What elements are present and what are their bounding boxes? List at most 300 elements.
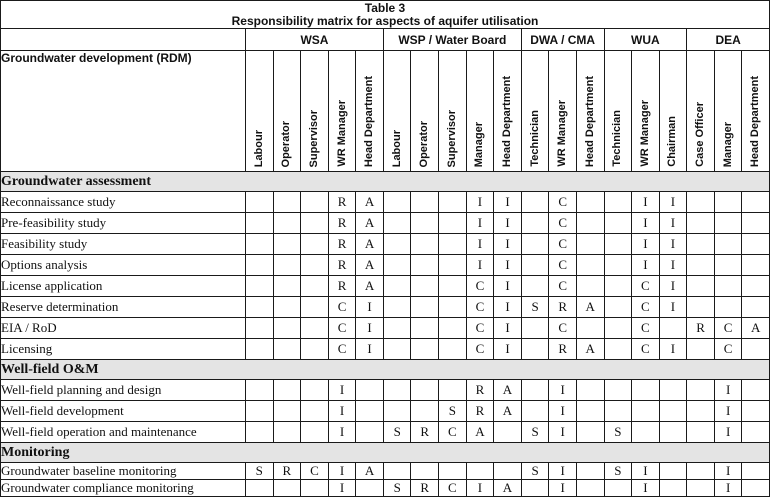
- matrix-cell: [521, 380, 549, 401]
- matrix-cell: [687, 297, 715, 318]
- matrix-cell: C: [632, 339, 660, 360]
- matrix-row: [1, 297, 770, 318]
- matrix-cell: [383, 234, 411, 255]
- row-label-cell: Reconnaissance study: [1, 192, 246, 213]
- matrix-cell: [494, 463, 522, 480]
- column-header-cell: [576, 51, 604, 172]
- column-header-cell: [549, 51, 577, 172]
- matrix-cell: [576, 276, 604, 297]
- matrix-cell: I: [494, 192, 522, 213]
- matrix-cell: [714, 213, 742, 234]
- matrix-cell: C: [549, 255, 577, 276]
- matrix-cell: [604, 192, 632, 213]
- matrix-cell: [714, 234, 742, 255]
- matrix-cell: I: [466, 192, 494, 213]
- matrix-cell: [742, 213, 770, 234]
- column-header-cell: [328, 51, 356, 172]
- matrix-cell: C: [549, 276, 577, 297]
- matrix-cell: [301, 234, 329, 255]
- column-header-cell: [714, 51, 742, 172]
- matrix-cell: R: [549, 297, 577, 318]
- matrix-cell: [439, 339, 467, 360]
- matrix-row: [1, 318, 770, 339]
- column-header-label: Operator: [280, 120, 293, 167]
- matrix-cell: [383, 297, 411, 318]
- matrix-cell: A: [356, 255, 384, 276]
- matrix-cell: [246, 422, 274, 443]
- column-header-label: Chairman: [666, 116, 679, 167]
- matrix-cell: [301, 192, 329, 213]
- group-header-cell: WSP / Water Board: [383, 29, 521, 51]
- matrix-cell: A: [356, 213, 384, 234]
- matrix-cell: I: [659, 339, 687, 360]
- matrix-cell: [439, 297, 467, 318]
- matrix-cell: [246, 401, 274, 422]
- column-header-cell: [632, 51, 660, 172]
- matrix-cell: R: [466, 380, 494, 401]
- matrix-cell: I: [466, 234, 494, 255]
- matrix-cell: C: [439, 422, 467, 443]
- matrix-cell: C: [466, 339, 494, 360]
- matrix-cell: [411, 234, 439, 255]
- matrix-cell: [521, 213, 549, 234]
- matrix-cell: [742, 255, 770, 276]
- matrix-cell: [439, 276, 467, 297]
- matrix-cell: [273, 255, 301, 276]
- matrix-cell: I: [632, 480, 660, 497]
- matrix-cell: [439, 234, 467, 255]
- matrix-cell: [521, 192, 549, 213]
- matrix-cell: C: [328, 318, 356, 339]
- column-header-cell: [687, 51, 715, 172]
- matrix-cell: [273, 213, 301, 234]
- table-title-cell: [1, 1, 770, 29]
- matrix-cell: [714, 297, 742, 318]
- matrix-cell: [273, 192, 301, 213]
- matrix-cell: [439, 213, 467, 234]
- matrix-cell: [576, 213, 604, 234]
- matrix-cell: I: [632, 192, 660, 213]
- matrix-cell: I: [549, 401, 577, 422]
- matrix-cell: [383, 255, 411, 276]
- matrix-cell: [742, 401, 770, 422]
- matrix-cell: C: [328, 339, 356, 360]
- matrix-cell: I: [328, 422, 356, 443]
- matrix-cell: I: [356, 297, 384, 318]
- matrix-cell: R: [411, 422, 439, 443]
- column-header-label: Supervisor: [307, 109, 320, 167]
- matrix-cell: S: [521, 422, 549, 443]
- matrix-cell: I: [328, 480, 356, 497]
- matrix-cell: I: [632, 213, 660, 234]
- matrix-cell: [246, 192, 274, 213]
- matrix-cell: I: [659, 213, 687, 234]
- matrix-cell: A: [576, 339, 604, 360]
- column-header-label: Technician: [528, 110, 541, 167]
- matrix-cell: [301, 213, 329, 234]
- matrix-cell: [742, 297, 770, 318]
- column-header-label: Manager: [721, 121, 734, 167]
- column-header-cell: [521, 51, 549, 172]
- matrix-cell: [273, 234, 301, 255]
- column-header-label: WR Manager: [638, 100, 651, 167]
- matrix-cell: S: [604, 422, 632, 443]
- row-label-cell: License application: [1, 276, 246, 297]
- matrix-cell: I: [714, 401, 742, 422]
- column-header-label: Manager: [473, 121, 486, 167]
- matrix-cell: I: [494, 339, 522, 360]
- matrix-cell: C: [549, 192, 577, 213]
- matrix-row: [1, 480, 770, 497]
- matrix-cell: R: [328, 192, 356, 213]
- matrix-cell: C: [632, 297, 660, 318]
- matrix-cell: [576, 480, 604, 497]
- matrix-cell: [273, 297, 301, 318]
- matrix-cell: [576, 255, 604, 276]
- matrix-row: [1, 422, 770, 443]
- matrix-cell: [659, 380, 687, 401]
- matrix-cell: [659, 422, 687, 443]
- column-header-row: [1, 51, 770, 172]
- matrix-cell: [687, 213, 715, 234]
- section-header-row: [1, 172, 770, 192]
- matrix-cell: I: [549, 422, 577, 443]
- matrix-cell: [246, 234, 274, 255]
- matrix-cell: C: [632, 276, 660, 297]
- matrix-cell: [604, 339, 632, 360]
- matrix-cell: [659, 480, 687, 497]
- column-header-cell: [659, 51, 687, 172]
- matrix-cell: [439, 192, 467, 213]
- matrix-cell: [604, 318, 632, 339]
- matrix-cell: R: [328, 234, 356, 255]
- matrix-row: [1, 255, 770, 276]
- column-header-label: Case Officer: [694, 102, 707, 167]
- matrix-cell: [246, 255, 274, 276]
- row-label-cell: Feasibility study: [1, 234, 246, 255]
- matrix-cell: [383, 401, 411, 422]
- matrix-cell: [273, 380, 301, 401]
- matrix-cell: [439, 318, 467, 339]
- matrix-row: [1, 380, 770, 401]
- matrix-cell: I: [356, 318, 384, 339]
- matrix-cell: [439, 380, 467, 401]
- matrix-cell: S: [521, 463, 549, 480]
- group-header-cell: DWA / CMA: [521, 29, 604, 51]
- column-header-label: Head Department: [500, 75, 513, 167]
- matrix-cell: [687, 276, 715, 297]
- matrix-cell: [687, 480, 715, 497]
- matrix-cell: [301, 422, 329, 443]
- matrix-cell: [687, 234, 715, 255]
- column-header-cell: [383, 51, 411, 172]
- matrix-cell: C: [466, 276, 494, 297]
- matrix-cell: I: [714, 380, 742, 401]
- matrix-cell: [604, 380, 632, 401]
- matrix-cell: C: [714, 318, 742, 339]
- matrix-cell: [356, 380, 384, 401]
- matrix-cell: [383, 339, 411, 360]
- matrix-cell: [604, 480, 632, 497]
- matrix-cell: R: [549, 339, 577, 360]
- matrix-cell: [273, 339, 301, 360]
- matrix-cell: A: [356, 463, 384, 480]
- matrix-cell: [273, 422, 301, 443]
- matrix-cell: [356, 422, 384, 443]
- matrix-cell: [687, 380, 715, 401]
- row-header-label: Groundwater development (RDM): [1, 51, 246, 172]
- group-header-cell: WUA: [604, 29, 687, 51]
- matrix-cell: [604, 401, 632, 422]
- matrix-cell: [659, 401, 687, 422]
- matrix-cell: I: [494, 297, 522, 318]
- matrix-cell: [383, 192, 411, 213]
- matrix-cell: I: [466, 213, 494, 234]
- matrix-cell: [383, 318, 411, 339]
- matrix-cell: R: [328, 276, 356, 297]
- matrix-cell: I: [494, 234, 522, 255]
- matrix-cell: A: [576, 297, 604, 318]
- matrix-cell: I: [714, 463, 742, 480]
- matrix-row: [1, 401, 770, 422]
- matrix-cell: [742, 276, 770, 297]
- matrix-cell: R: [273, 463, 301, 480]
- column-header-cell: [411, 51, 439, 172]
- row-label-cell: Well-field development: [1, 401, 246, 422]
- column-header-label: Head Department: [583, 75, 596, 167]
- matrix-cell: [411, 297, 439, 318]
- row-label-cell: EIA / RoD: [1, 318, 246, 339]
- column-header-label: Head Department: [363, 75, 376, 167]
- matrix-cell: C: [439, 480, 467, 497]
- matrix-cell: I: [494, 318, 522, 339]
- matrix-cell: [383, 380, 411, 401]
- matrix-cell: I: [659, 255, 687, 276]
- matrix-cell: [604, 276, 632, 297]
- matrix-cell: [301, 480, 329, 497]
- matrix-cell: [576, 422, 604, 443]
- matrix-cell: [742, 422, 770, 443]
- row-label-cell: Groundwater compliance monitoring: [1, 480, 246, 497]
- matrix-cell: [411, 401, 439, 422]
- matrix-cell: [301, 339, 329, 360]
- column-header-cell: [356, 51, 384, 172]
- matrix-cell: S: [383, 422, 411, 443]
- matrix-cell: [687, 401, 715, 422]
- matrix-cell: [714, 255, 742, 276]
- row-label-cell: Groundwater baseline monitoring: [1, 463, 246, 480]
- matrix-cell: [411, 192, 439, 213]
- matrix-cell: [273, 276, 301, 297]
- matrix-cell: R: [328, 255, 356, 276]
- matrix-cell: [466, 463, 494, 480]
- matrix-cell: A: [494, 401, 522, 422]
- matrix-cell: [521, 255, 549, 276]
- matrix-cell: [687, 422, 715, 443]
- matrix-cell: I: [466, 255, 494, 276]
- matrix-cell: [576, 463, 604, 480]
- matrix-cell: [301, 401, 329, 422]
- matrix-row: [1, 276, 770, 297]
- matrix-cell: I: [549, 480, 577, 497]
- matrix-cell: [714, 192, 742, 213]
- matrix-cell: [576, 380, 604, 401]
- matrix-cell: [687, 255, 715, 276]
- title-row: [1, 1, 770, 29]
- matrix-cell: R: [466, 401, 494, 422]
- matrix-cell: [742, 192, 770, 213]
- matrix-cell: [383, 276, 411, 297]
- matrix-row: [1, 192, 770, 213]
- matrix-cell: [246, 318, 274, 339]
- matrix-cell: [246, 339, 274, 360]
- matrix-cell: I: [714, 422, 742, 443]
- matrix-cell: [604, 255, 632, 276]
- matrix-cell: [246, 380, 274, 401]
- matrix-cell: [301, 255, 329, 276]
- matrix-cell: [246, 276, 274, 297]
- column-header-label: Head Department: [749, 75, 762, 167]
- matrix-cell: [301, 297, 329, 318]
- matrix-cell: [576, 234, 604, 255]
- section-header-cell: Groundwater assessment: [1, 172, 770, 192]
- matrix-cell: [604, 297, 632, 318]
- matrix-cell: [742, 380, 770, 401]
- matrix-cell: S: [521, 297, 549, 318]
- matrix-cell: [411, 213, 439, 234]
- column-header-cell: [246, 51, 274, 172]
- matrix-cell: [273, 480, 301, 497]
- matrix-cell: [383, 463, 411, 480]
- matrix-cell: I: [328, 380, 356, 401]
- matrix-cell: I: [549, 463, 577, 480]
- matrix-cell: A: [742, 318, 770, 339]
- matrix-cell: R: [328, 213, 356, 234]
- matrix-cell: I: [714, 480, 742, 497]
- matrix-cell: [521, 401, 549, 422]
- column-header-label: Labour: [252, 129, 265, 167]
- matrix-cell: S: [246, 463, 274, 480]
- row-label-cell: Well-field planning and design: [1, 380, 246, 401]
- column-header-label: Supervisor: [445, 109, 458, 167]
- matrix-cell: [273, 318, 301, 339]
- matrix-cell: [411, 276, 439, 297]
- matrix-cell: [383, 213, 411, 234]
- section-header-cell: Monitoring: [1, 443, 770, 463]
- column-header-cell: [494, 51, 522, 172]
- matrix-cell: [742, 339, 770, 360]
- matrix-cell: A: [466, 422, 494, 443]
- matrix-cell: [659, 318, 687, 339]
- column-header-label: Labour: [390, 129, 403, 167]
- matrix-cell: A: [356, 192, 384, 213]
- matrix-cell: [687, 463, 715, 480]
- matrix-cell: C: [301, 463, 329, 480]
- group-header-cell: DEA: [687, 29, 770, 51]
- matrix-cell: [521, 318, 549, 339]
- column-header-label: Technician: [611, 110, 624, 167]
- matrix-cell: [576, 318, 604, 339]
- matrix-row: [1, 213, 770, 234]
- column-header-cell: [604, 51, 632, 172]
- matrix-cell: [604, 234, 632, 255]
- matrix-cell: [411, 463, 439, 480]
- matrix-cell: C: [632, 318, 660, 339]
- matrix-cell: R: [411, 480, 439, 497]
- matrix-cell: [742, 234, 770, 255]
- matrix-cell: A: [494, 380, 522, 401]
- section-header-row: [1, 360, 770, 380]
- row-label-cell: Licensing: [1, 339, 246, 360]
- matrix-cell: [659, 463, 687, 480]
- matrix-cell: C: [328, 297, 356, 318]
- matrix-cell: I: [659, 297, 687, 318]
- matrix-cell: R: [687, 318, 715, 339]
- matrix-cell: [356, 401, 384, 422]
- matrix-cell: I: [328, 463, 356, 480]
- matrix-cell: I: [549, 380, 577, 401]
- matrix-cell: [301, 276, 329, 297]
- matrix-cell: I: [632, 255, 660, 276]
- matrix-cell: I: [466, 480, 494, 497]
- matrix-cell: [411, 255, 439, 276]
- column-header-label: Operator: [418, 120, 431, 167]
- matrix-cell: A: [356, 276, 384, 297]
- matrix-cell: [439, 463, 467, 480]
- matrix-cell: [301, 318, 329, 339]
- matrix-cell: I: [494, 213, 522, 234]
- matrix-cell: C: [549, 213, 577, 234]
- matrix-cell: I: [494, 276, 522, 297]
- matrix-cell: C: [466, 318, 494, 339]
- column-header-cell: [301, 51, 329, 172]
- group-header-cell: WSA: [246, 29, 384, 51]
- matrix-cell: [576, 401, 604, 422]
- matrix-row: [1, 339, 770, 360]
- column-header-cell: [466, 51, 494, 172]
- column-header-cell: [439, 51, 467, 172]
- matrix-cell: [632, 401, 660, 422]
- matrix-cell: [742, 480, 770, 497]
- matrix-cell: [604, 213, 632, 234]
- matrix-cell: I: [632, 463, 660, 480]
- matrix-cell: I: [659, 234, 687, 255]
- matrix-cell: I: [494, 255, 522, 276]
- matrix-cell: [521, 339, 549, 360]
- group-header-row: [1, 29, 770, 51]
- table-number: Table 3: [364, 0, 406, 15]
- matrix-cell: I: [659, 276, 687, 297]
- matrix-cell: [632, 380, 660, 401]
- matrix-cell: [356, 480, 384, 497]
- matrix-cell: C: [549, 318, 577, 339]
- table-caption: Responsibility matrix for aspects of aquifer utilisation: [231, 13, 539, 28]
- matrix-row: [1, 463, 770, 480]
- matrix-row: [1, 234, 770, 255]
- matrix-cell: [246, 480, 274, 497]
- row-label-cell: Pre-feasibility study: [1, 213, 246, 234]
- matrix-cell: C: [466, 297, 494, 318]
- column-header-label: WR Manager: [556, 100, 569, 167]
- matrix-cell: A: [356, 234, 384, 255]
- row-label-cell: Reserve determination: [1, 297, 246, 318]
- column-header-cell: [742, 51, 770, 172]
- matrix-cell: I: [632, 234, 660, 255]
- row-label-cell: Options analysis: [1, 255, 246, 276]
- matrix-cell: [576, 192, 604, 213]
- column-header-label: WR Manager: [335, 100, 348, 167]
- matrix-cell: [521, 276, 549, 297]
